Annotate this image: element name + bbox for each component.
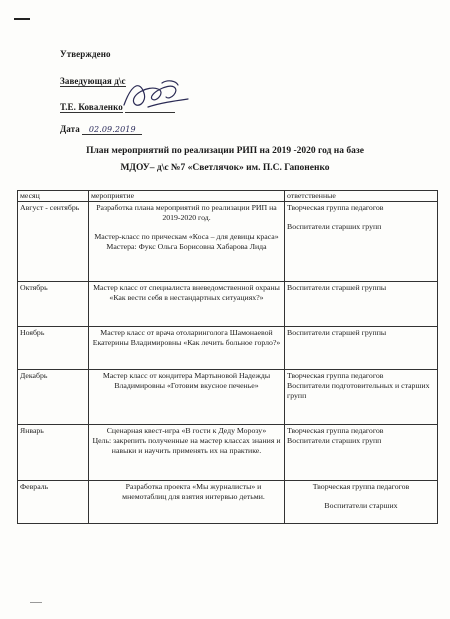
events-table xyxy=(17,190,438,524)
scan-mark xyxy=(30,602,42,603)
responsible-text: Творческая группа педагогов xyxy=(287,371,384,380)
responsible-cell xyxy=(285,425,438,481)
event-text: Мастер класс от кондитера Мартыновой Надежды Владимировны «Готовим вкусное печенье» xyxy=(102,371,271,390)
table-row xyxy=(18,282,438,327)
event-text: Сценарная квест-игра «В гости к Деду Морозу» xyxy=(106,426,267,435)
plan-title-line-2: МДОУ– д\с №7 «Светлячок» им. П.С. Гапоненко xyxy=(120,163,330,173)
date-value: 02.09.2019 xyxy=(82,125,142,135)
responsible-cell xyxy=(285,202,438,282)
responsible-text: Воспитатели подготовительных и старших групп xyxy=(287,380,430,400)
head-label xyxy=(60,76,126,87)
event-text: Мастер класс от врача отоларинголога Шамонаевой Екатерины Владимировны «Как лечить больное горло?» xyxy=(92,328,281,347)
event-text: Разработка плана мероприятий по реализации РИП на 2019-2020 год. xyxy=(96,203,277,222)
responsible-text: Воспитатели старших групп xyxy=(287,221,382,231)
event-cell xyxy=(89,481,285,524)
event-cell xyxy=(89,327,285,370)
event-cell xyxy=(89,425,285,481)
margin-dash xyxy=(14,18,30,20)
event-text: Мастер класс от специалиста вневедомственной охраны «Как вести себя в нестандартных ситуациях?» xyxy=(93,283,280,302)
responsible-cell xyxy=(285,327,438,370)
responsible-cell xyxy=(285,282,438,327)
responsible-text: Творческая группа педагогов xyxy=(312,482,410,491)
month-cell: Август - сентябрь xyxy=(18,202,89,282)
header-event: мероприятие xyxy=(89,191,285,202)
table-row xyxy=(18,481,438,524)
table-row xyxy=(18,370,438,425)
month-cell: Февраль xyxy=(18,481,89,524)
month-cell: Декабрь xyxy=(18,370,89,425)
month-cell: Ноябрь xyxy=(18,327,89,370)
header-responsible: ответственные xyxy=(285,191,438,202)
table-row xyxy=(18,202,438,282)
header-month: месяц xyxy=(18,191,89,202)
head-name: Т.Е. Коваленко xyxy=(60,102,123,112)
responsible-cell xyxy=(285,370,438,425)
event-text: Цель: закрепить полученные на мастер классах знания и навыки и научить применять их на практике. xyxy=(92,435,281,455)
event-text: Разработка проекта «Мы журналисты» и мнемотаблиц для взятия интервью детьми. xyxy=(122,482,265,501)
event-text: Мастер-класс по прическам «Коса – для девицы краса» Мастера: Фукс Ольга Борисовна Хабарова Лида xyxy=(94,231,279,251)
responsible-text: Творческая группа педагогов xyxy=(287,203,384,212)
month-cell: Январь xyxy=(18,425,89,481)
responsible-cell xyxy=(285,481,438,524)
month-cell: Октябрь xyxy=(18,282,89,327)
date-label: Дата xyxy=(60,124,80,134)
responsible-text: Воспитатели старших xyxy=(324,500,398,510)
event-cell xyxy=(89,282,285,327)
date-line xyxy=(60,124,142,135)
approved-label: Утверждено xyxy=(60,49,111,59)
responsible-text: Воспитатели старших групп xyxy=(287,435,382,445)
responsible-text: Воспитатели старшей группы xyxy=(287,328,387,337)
head-title: Заведующая д\с xyxy=(60,76,126,86)
event-cell xyxy=(89,202,285,282)
handwritten-signature xyxy=(118,75,192,117)
responsible-text: Воспитатели старшей группы xyxy=(287,283,387,292)
plan-title-line-1: План мероприятий по реализации РИП на 2019 -2020 год на базе xyxy=(86,146,364,156)
event-cell xyxy=(89,370,285,425)
table-row xyxy=(18,327,438,370)
responsible-text: Творческая группа педагогов xyxy=(287,426,384,435)
table-header-row xyxy=(18,191,438,202)
table-row xyxy=(18,425,438,481)
